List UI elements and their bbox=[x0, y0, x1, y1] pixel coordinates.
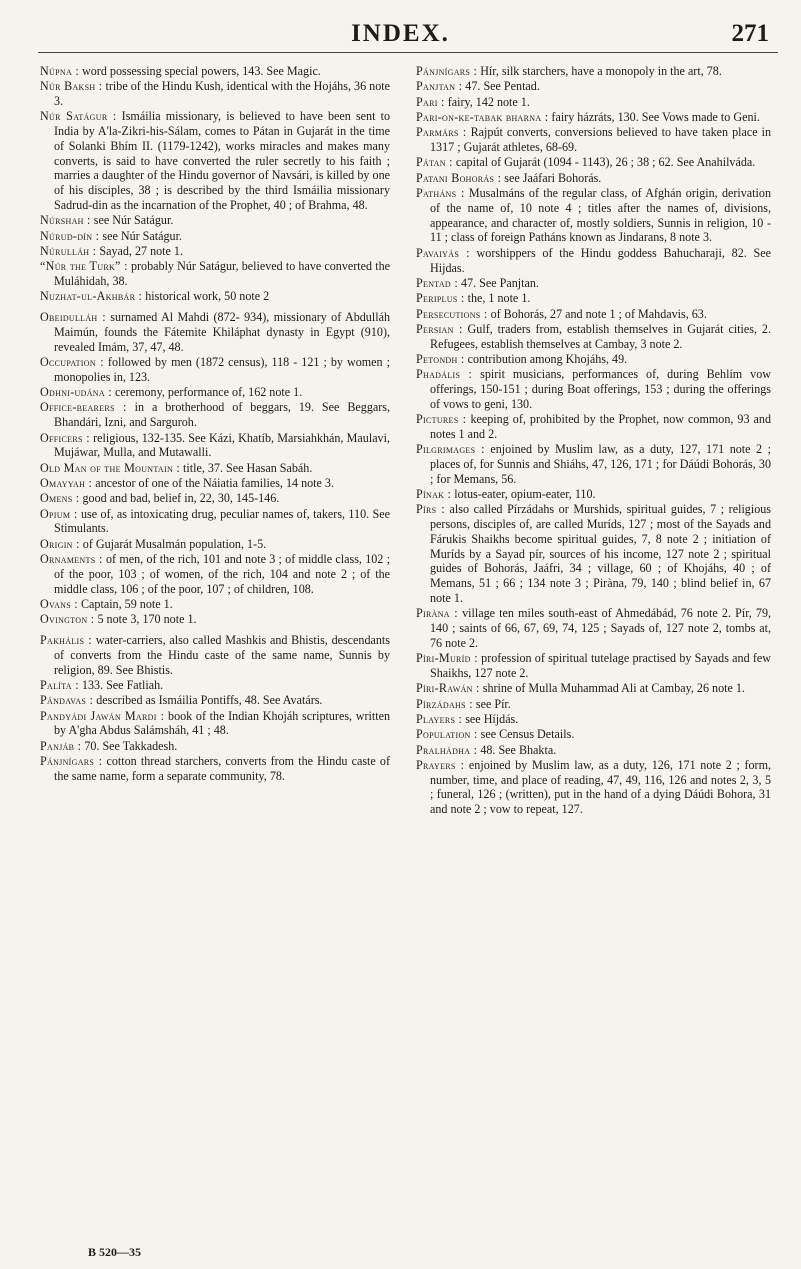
index-term: Officers : bbox=[40, 430, 90, 445]
index-term: Palíta : bbox=[40, 677, 79, 692]
index-description: Sayad, 27 note 1. bbox=[96, 243, 184, 258]
index-description: the, 1 note 1. bbox=[464, 291, 531, 306]
index-entry bbox=[416, 697, 771, 712]
index-entry bbox=[40, 537, 390, 552]
index-term: Prayers : bbox=[416, 757, 465, 772]
index-term: Pilgrimages : bbox=[416, 442, 485, 457]
index-description: probably Núr Satágur, believed to have converted the Muláhidah, 38. bbox=[54, 259, 390, 289]
index-description: of Bohorás, 27 and note 1 ; of Mahdavis, 63. bbox=[487, 306, 707, 321]
index-entry bbox=[40, 431, 390, 461]
index-term: Periplus : bbox=[416, 291, 465, 306]
index-term: Panjáb : bbox=[40, 738, 82, 753]
index-entry bbox=[416, 681, 771, 696]
index-description: lotus-eater, opium-eater, 110. bbox=[451, 487, 596, 502]
index-description: profession of spiritual tutelage practised by Sayads and few Shaikhs, 127 note 2. bbox=[430, 651, 771, 680]
index-entry bbox=[40, 289, 390, 304]
index-description: 5 note 3, 170 note 1. bbox=[94, 612, 197, 627]
index-description: book of the Indian Khojáh scriptures, written by A'gha Abdus Salámsháh, 41 ; 48. bbox=[54, 708, 390, 738]
index-description: Hír, silk starchers, have a monopoly in the art, 78. bbox=[477, 64, 722, 78]
index-term: Persian : bbox=[416, 321, 463, 336]
index-description: Musalmáns of the regular class, of Afghán origin, derivation of the name of, 10 note 4 ; titles after the names of, divisions, appearance, and character of, mostly soldiers, Sunnis in religion, 10 - 11 ; class of foreign Patháns known as Jindarans, 8 note 3. bbox=[430, 186, 771, 245]
index-description: water-carriers, also called Mashkis and Bhistis, descendants of converts from the Hindu caste of the same name, Sunnis by religion, 89. See Bhistis. bbox=[54, 633, 390, 677]
index-entry bbox=[416, 171, 771, 186]
index-term: Píri-Muríd : bbox=[416, 651, 478, 666]
index-description: village ten miles south-east of Ahmedábád, 76 note 2. Pír, 79, 140 ; saints of 66, 67, 69, 74, 125 ; Sayads of, 127 note 2, tombs at, 76 note 2. bbox=[430, 606, 772, 650]
index-entry bbox=[416, 727, 771, 742]
index-description: see Jaáfari Bohorás. bbox=[501, 170, 602, 185]
index-entry bbox=[416, 352, 771, 367]
index-description: see Núr Satágur. bbox=[99, 228, 182, 243]
index-term: Patháns : bbox=[416, 186, 465, 201]
index-description: worshippers of the Hindu goddess Bahucharaji, 82. See Hijdas. bbox=[430, 245, 771, 275]
index-term: Pari : bbox=[416, 94, 445, 109]
index-term: Núr Satágur : bbox=[40, 109, 117, 124]
index-entry bbox=[416, 651, 771, 681]
index-entry bbox=[416, 712, 771, 727]
page-number: 271 bbox=[731, 20, 769, 47]
index-description: see Pír. bbox=[472, 696, 511, 711]
index-description: Rajpút converts, conversions believed to have taken place in 1317 ; Gujarát athletes, 68-69. bbox=[430, 125, 771, 155]
index-term: Pírzádahs : bbox=[416, 696, 473, 711]
index-column-right bbox=[416, 64, 771, 818]
index-entry bbox=[416, 125, 771, 155]
index-description: cotton thread starchers, converts from the Hindu caste of the same name, form a separate community, 78. bbox=[54, 754, 390, 783]
index-description: tribe of the Hindu Kush, identical with the Hojáhs, 36 note 3. bbox=[54, 79, 390, 109]
page-title: INDEX. bbox=[351, 20, 450, 47]
index-term: Pari-on-ke-tabak bharna : bbox=[416, 110, 549, 125]
index-term: “Núr the Turk” : bbox=[40, 259, 128, 274]
index-term: Núpna : bbox=[40, 64, 79, 78]
index-entry bbox=[416, 758, 771, 817]
index-entry bbox=[40, 633, 390, 677]
index-term: Pánjnígars : bbox=[416, 64, 478, 78]
index-term: Population : bbox=[416, 727, 478, 742]
index-entry bbox=[40, 79, 390, 109]
index-entry bbox=[40, 229, 390, 244]
index-entry bbox=[416, 79, 771, 94]
index-description: fairy, 142 note 1. bbox=[444, 94, 530, 109]
index-entry bbox=[416, 110, 771, 125]
index-term: Patani Bohorás : bbox=[416, 170, 502, 185]
index-term: Panjtan : bbox=[416, 79, 463, 94]
index-term: Odhni-udána : bbox=[40, 385, 112, 400]
index-entry bbox=[40, 693, 390, 708]
index-term: Players : bbox=[416, 711, 463, 726]
index-column-left bbox=[40, 64, 390, 784]
index-term: Phadális : bbox=[416, 367, 473, 382]
index-description: described as Ismáilia Pontiffs, 48. See Avatárs. bbox=[93, 693, 323, 708]
index-description: see Híjdás. bbox=[462, 711, 519, 726]
index-entry bbox=[416, 412, 771, 442]
index-description: 47. See Panjtan. bbox=[457, 275, 539, 290]
index-description: followed by men (1872 census), 118 - 121 ; by women ; monopolies in, 123. bbox=[54, 355, 390, 384]
index-description: Gulf, traders from, establish themselves in Gujarát cities, 2. Refugees, establish themselves at Cambay, 3 note 2. bbox=[430, 321, 772, 351]
index-entry bbox=[40, 213, 390, 228]
index-term: Ovans : bbox=[40, 596, 78, 611]
index-entry bbox=[416, 291, 771, 306]
index-entry bbox=[40, 754, 390, 784]
index-description: religious, 132-135. See Kázi, Khatíb, Marsiahkhán, Maulavi, Mujáwar, Mulla, and Mutawalli. bbox=[54, 430, 390, 460]
index-entry bbox=[40, 461, 390, 476]
index-term: Pakhális : bbox=[40, 633, 92, 648]
index-entry bbox=[40, 385, 390, 400]
printer-signature: B 520—35 bbox=[88, 1245, 142, 1259]
index-entry bbox=[40, 64, 390, 79]
index-description: contribution among Khojáhs, 49. bbox=[464, 351, 628, 366]
index-entry bbox=[40, 678, 390, 693]
index-description: 48. See Bhakta. bbox=[477, 742, 557, 757]
index-entry bbox=[416, 95, 771, 110]
index-term: Núrulláh : bbox=[40, 243, 97, 258]
index-term: Pírs : bbox=[416, 502, 445, 517]
index-term: Pándavas : bbox=[40, 693, 94, 708]
index-term: Núrud-dín : bbox=[40, 228, 100, 243]
index-term: Píri-Rawán : bbox=[416, 681, 480, 696]
index-term: Pentad : bbox=[416, 275, 458, 290]
index-entry bbox=[416, 502, 771, 605]
index-term: Pralhádha : bbox=[416, 742, 478, 757]
index-entry bbox=[416, 307, 771, 322]
index-entry bbox=[416, 64, 771, 79]
index-entry bbox=[416, 606, 771, 650]
index-description: see Census Details. bbox=[477, 727, 575, 742]
index-description: historical work, 50 note 2 bbox=[142, 289, 270, 304]
index-term: Núr Baksh : bbox=[40, 79, 103, 94]
index-term: Pínak : bbox=[416, 487, 452, 502]
index-description: Captain, 59 note 1. bbox=[77, 596, 173, 611]
index-entry bbox=[416, 186, 771, 245]
index-term: Núrshah : bbox=[40, 213, 91, 228]
index-description: shrine of Mulla Muhammad Ali at Cambay, 26 note 1. bbox=[479, 681, 745, 696]
index-entry bbox=[40, 355, 390, 385]
index-entry bbox=[40, 507, 390, 537]
index-description: 133. See Fatliah. bbox=[78, 677, 164, 692]
index-description: in a brotherhood of beggars, 19. See Beggars, Bhandári, Izni, and Sarguroh. bbox=[54, 400, 390, 430]
index-entry bbox=[40, 244, 390, 259]
index-description: of men, of the rich, 101 and note 3 ; of middle class, 102 ; of the poor, 103 ; of women, of the rich, 104 and note 2 ; of the middle class, 106 ; of the poor, 107 ; of children, 108. bbox=[54, 552, 390, 596]
header-rule bbox=[38, 52, 778, 53]
index-description: of Gujarát Musalmán population, 1-5. bbox=[79, 536, 267, 551]
index-entry bbox=[40, 552, 390, 596]
index-description: capital of Gujarát (1094 - 1143), 26 ; 38 ; 62. See Anahilváda. bbox=[452, 155, 756, 170]
index-term: Pánjnígars : bbox=[40, 754, 103, 768]
index-entry bbox=[416, 155, 771, 170]
index-entry bbox=[416, 322, 771, 352]
index-entry bbox=[416, 487, 771, 502]
index-entry bbox=[40, 612, 390, 627]
index-entry bbox=[40, 259, 390, 289]
index-term: Origin : bbox=[40, 536, 80, 551]
index-description: Ismáilia missionary, is believed to have been sent to India by A'la-Zikri-his-Sálam, comes to Pátan in Gujarát in the time of Solanki Bhím II. (1179-1242), works miracles and makes many converts, is said to have converted the ruler secretly to his faith ; marries a daughter of the Hindu governor of Navsári, is killed by one of his disciples, 38 ; is described by the third Ismáilia missionary Sadrud-din as the incarnation of the Prophet, 40 ; of Brahma, 48. bbox=[54, 109, 390, 212]
index-term: Ornaments : bbox=[40, 552, 103, 567]
index-description: fairy házráts, 130. See Vows made to Geni. bbox=[548, 110, 760, 125]
index-term: Pandyádi Jawán Mardi : bbox=[40, 708, 165, 723]
index-term: Omayyah : bbox=[40, 475, 93, 490]
index-term: Old Man of the Mountain : bbox=[40, 460, 181, 475]
index-term: Omens : bbox=[40, 491, 80, 506]
index-term: Petondh : bbox=[416, 351, 465, 366]
index-description: also called Pírzádahs or Murshids, spiritual guides, 7 ; religious persons, disciples of, are called Muríds, 127 ; most of the Sayads and Fárukis Shaikhs become spiritual guides, 7, 8 note 2 ; initiation of Muríds by a Sayad pír, sources of his income, 127 note 2 ; spiritual guides of Bohorás, Jaáfri, 34 ; village, 60 ; of Khojáhs, 40 ; of Memans, 51 ; 66 ; 134 note 3 ; Piràna, 79, 140 ; blind belief in, 67 note 1. bbox=[430, 502, 772, 605]
index-description: good and bad, belief in, 22, 30, 145-146. bbox=[79, 491, 280, 506]
index-term: Pavaiyás : bbox=[416, 245, 470, 260]
index-description: 70. See Takkadesh. bbox=[81, 738, 178, 753]
index-entry bbox=[40, 476, 390, 491]
index-entry bbox=[40, 109, 390, 212]
index-description: surnamed Al Mahdi (872- 934), missionary of Abdulláh Maimún, founds the Fátemite Khiláphat dynasty in Egypt (910), revealed Imám, 37, 47, 48. bbox=[54, 310, 390, 354]
index-entry bbox=[40, 597, 390, 612]
index-description: word possessing special powers, 143. See Magic. bbox=[79, 64, 321, 78]
index-description: enjoined by Muslim law, as a duty, 126, 171 note 2 ; form, number, time, and place of reading, 47, 49, 116, 126 and notes 2, 3, 5 ; funeral, 126 ; (written), put in the hand of a dying Dáúdi Bohora, 31 and note 2 ; vow to repeat, 127. bbox=[430, 757, 771, 817]
index-description: 47. See Pentad. bbox=[462, 79, 540, 94]
index-term: Nuzhat-ul-Akhbár : bbox=[40, 289, 143, 304]
index-term: Piràna : bbox=[416, 606, 458, 621]
index-entry bbox=[416, 442, 771, 486]
index-description: keeping of, prohibited by the Prophet, now common, 93 and notes 1 and 2. bbox=[430, 412, 771, 441]
index-entry bbox=[40, 400, 390, 430]
index-description: spirit musicians, performances of, during Behlím vow offerings, 150-151 ; during Boat offerings, 153 ; during the offerings of vows to geni, 130. bbox=[430, 367, 771, 411]
index-entry bbox=[40, 491, 390, 506]
index-entry bbox=[416, 246, 771, 276]
index-description: see Núr Satágur. bbox=[90, 213, 174, 228]
page-header bbox=[0, 20, 801, 54]
index-description: ancestor of one of the Náiatia families, 14 note 3. bbox=[92, 475, 334, 490]
index-entry bbox=[416, 743, 771, 758]
index-entry bbox=[40, 739, 390, 754]
index-term: Pátan : bbox=[416, 155, 453, 170]
index-description: use of, as intoxicating drug, peculiar names of, takers, 110. See Stimulants. bbox=[54, 506, 390, 536]
index-term: Opium : bbox=[40, 506, 78, 521]
index-term: Parmárs : bbox=[416, 125, 467, 140]
index-entry bbox=[40, 709, 390, 739]
index-entry bbox=[416, 367, 771, 411]
index-entry bbox=[416, 276, 771, 291]
index-term: Persecutions : bbox=[416, 306, 488, 321]
index-entry bbox=[40, 310, 390, 354]
index-term: Ovington : bbox=[40, 612, 95, 627]
index-term: Obeidulláh : bbox=[40, 310, 106, 325]
index-term: Office-bearers : bbox=[40, 400, 127, 415]
index-description: title, 37. See Hasan Sabáh. bbox=[180, 460, 313, 475]
index-description: enjoined by Muslim law, as a duty, 127, 171 note 2 ; places of, for Sunnis and Shiáhs, 47, 126, 171 ; for Dáúdi Bohorás, 30 ; for Memans, 56. bbox=[430, 442, 771, 486]
index-description: ceremony, performance of, 162 note 1. bbox=[111, 385, 303, 400]
index-term: Occupation : bbox=[40, 355, 104, 369]
index-term: Pictures : bbox=[416, 412, 467, 427]
